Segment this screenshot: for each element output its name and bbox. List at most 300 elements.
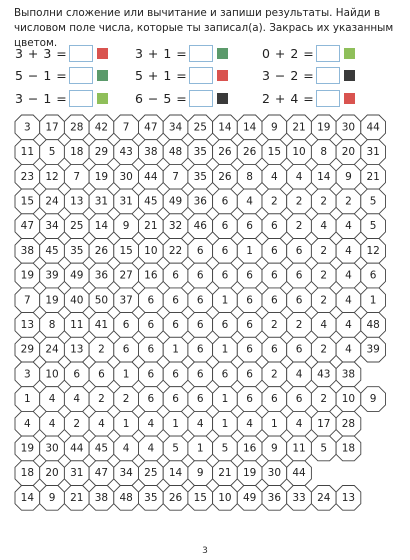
grid-cell[interactable] xyxy=(336,387,361,412)
grid-cell-number: 9 xyxy=(345,170,352,183)
grid-cell[interactable] xyxy=(311,411,336,436)
grid-cell[interactable] xyxy=(188,486,213,511)
grid-cell[interactable] xyxy=(213,387,238,412)
grid-cell[interactable] xyxy=(15,189,40,214)
grid-cell[interactable] xyxy=(15,461,40,486)
grid-cell-number: 1 xyxy=(196,442,204,455)
grid-cell-number: 15 xyxy=(20,195,35,208)
grid-cell-number: 49 xyxy=(168,195,183,208)
grid-cell[interactable] xyxy=(188,263,213,288)
grid-cell[interactable] xyxy=(336,362,361,387)
grid-cell[interactable] xyxy=(336,214,361,239)
grid-cell[interactable] xyxy=(213,214,238,239)
grid-cell[interactable] xyxy=(188,411,213,436)
grid-cell[interactable] xyxy=(262,263,287,288)
grid-cell[interactable] xyxy=(262,189,287,214)
equation-expression: 6 − 5 = xyxy=(135,90,188,106)
grid-cell[interactable] xyxy=(213,239,238,264)
grid-cell[interactable] xyxy=(64,436,89,461)
grid-cell-number: 7 xyxy=(122,121,130,134)
grid-cell-number: 2 xyxy=(320,393,328,406)
grid-cell[interactable] xyxy=(40,411,65,436)
grid-cell[interactable] xyxy=(287,461,312,486)
grid-cell[interactable] xyxy=(213,486,238,511)
grid-cell[interactable] xyxy=(163,313,188,338)
grid-cell[interactable] xyxy=(361,263,386,288)
grid-cell[interactable] xyxy=(311,115,336,140)
grid-cell-number: 48 xyxy=(168,146,183,159)
grid-cell-number: 6 xyxy=(295,294,303,307)
grid-cell[interactable] xyxy=(237,115,262,140)
grid-cell[interactable] xyxy=(262,337,287,362)
grid-cell-number: 47 xyxy=(94,467,109,480)
grid-cell[interactable] xyxy=(262,486,287,511)
grid-cell[interactable] xyxy=(40,436,65,461)
grid-cell-number: 43 xyxy=(317,368,331,381)
grid-cell[interactable] xyxy=(188,436,213,461)
grid-cell[interactable] xyxy=(287,115,312,140)
grid-cell-number: 2 xyxy=(98,393,105,406)
grid-cell-number: 21 xyxy=(218,467,232,480)
grid-cell[interactable] xyxy=(64,461,89,486)
grid-cell[interactable] xyxy=(163,263,188,288)
grid-cell-number: 14 xyxy=(242,121,257,134)
grid-cell[interactable] xyxy=(15,486,40,511)
grid-cell[interactable] xyxy=(213,288,238,313)
grid-cell[interactable] xyxy=(139,164,164,189)
grid-cell[interactable] xyxy=(114,387,139,412)
grid-cell[interactable] xyxy=(336,189,361,214)
grid-cell[interactable] xyxy=(89,115,114,140)
grid-cell[interactable] xyxy=(89,288,114,313)
grid-cell[interactable] xyxy=(237,411,262,436)
grid-cell[interactable] xyxy=(237,288,262,313)
grid-cell[interactable] xyxy=(188,337,213,362)
grid-cell[interactable] xyxy=(89,164,114,189)
grid-cell[interactable] xyxy=(262,239,287,264)
grid-cell[interactable] xyxy=(336,239,361,264)
grid-cell[interactable] xyxy=(336,288,361,313)
grid-cell[interactable] xyxy=(237,140,262,165)
grid-cell-number: 6 xyxy=(172,368,179,381)
grid-cell[interactable] xyxy=(188,164,213,189)
grid-cell[interactable] xyxy=(287,263,312,288)
grid-cell[interactable] xyxy=(40,164,65,189)
grid-cell[interactable] xyxy=(40,239,65,264)
grid-cell[interactable] xyxy=(15,387,40,412)
grid-cell-number: 4 xyxy=(48,417,56,430)
grid-cell[interactable] xyxy=(114,263,139,288)
grid-cell[interactable] xyxy=(40,263,65,288)
grid-cell-number: 6 xyxy=(147,318,155,331)
grid-cell[interactable] xyxy=(361,239,386,264)
grid-cell[interactable] xyxy=(237,164,262,189)
grid-cell[interactable] xyxy=(262,362,287,387)
grid-cell-number: 9 xyxy=(271,442,278,455)
grid-cell[interactable] xyxy=(213,411,238,436)
grid-cell[interactable] xyxy=(262,214,287,239)
grid-cell-number: 5 xyxy=(48,146,56,159)
grid-cell[interactable] xyxy=(188,140,213,165)
grid-cell[interactable] xyxy=(114,115,139,140)
grid-cell[interactable] xyxy=(40,362,65,387)
grid-cell-number: 2 xyxy=(320,343,328,356)
grid-cell[interactable] xyxy=(237,189,262,214)
grid-cell[interactable] xyxy=(287,288,312,313)
grid-cell[interactable] xyxy=(262,288,287,313)
grid-cell[interactable] xyxy=(237,486,262,511)
grid-cell-number: 26 xyxy=(94,244,109,257)
grid-cell[interactable] xyxy=(139,214,164,239)
grid-cell[interactable] xyxy=(262,387,287,412)
grid-cell[interactable] xyxy=(336,263,361,288)
grid-cell[interactable] xyxy=(188,362,213,387)
grid-cell-number: 13 xyxy=(70,195,84,208)
grid-cell[interactable] xyxy=(262,436,287,461)
grid-cell[interactable] xyxy=(40,214,65,239)
grid-cell[interactable] xyxy=(311,288,336,313)
grid-cell[interactable] xyxy=(114,214,139,239)
grid-cell[interactable] xyxy=(15,436,40,461)
grid-cell[interactable] xyxy=(287,362,312,387)
grid-cell[interactable] xyxy=(139,140,164,165)
grid-cell-number: 6 xyxy=(172,294,179,307)
grid-cell[interactable] xyxy=(361,214,386,239)
grid-cell[interactable] xyxy=(361,337,386,362)
grid-cell-number: 6 xyxy=(196,244,204,257)
grid-cell-number: 33 xyxy=(292,491,306,504)
grid-cell[interactable] xyxy=(64,189,89,214)
grid-cell[interactable] xyxy=(336,164,361,189)
grid-cell[interactable] xyxy=(64,239,89,264)
grid-cell[interactable] xyxy=(336,140,361,165)
grid-cell[interactable] xyxy=(163,239,188,264)
grid-cell[interactable] xyxy=(40,387,65,412)
grid-cell[interactable] xyxy=(64,214,89,239)
grid-cell[interactable] xyxy=(114,337,139,362)
grid-cell[interactable] xyxy=(64,337,89,362)
grid-cell[interactable] xyxy=(163,288,188,313)
grid-cell[interactable] xyxy=(40,337,65,362)
grid-cell-number: 6 xyxy=(147,343,155,356)
grid-cell[interactable] xyxy=(237,337,262,362)
grid-cell[interactable] xyxy=(336,411,361,436)
grid-cell-number: 6 xyxy=(221,368,229,381)
grid-cell[interactable] xyxy=(15,288,40,313)
grid-cell[interactable] xyxy=(311,189,336,214)
grid-cell[interactable] xyxy=(89,239,114,264)
grid-cell-number: 4 xyxy=(48,393,56,406)
grid-cell[interactable] xyxy=(336,313,361,338)
grid-cell-number: 4 xyxy=(345,220,352,233)
grid-cell[interactable] xyxy=(188,461,213,486)
grid-cell-number: 7 xyxy=(24,294,31,307)
grid-cell-number: 5 xyxy=(221,442,229,455)
grid-cell[interactable] xyxy=(213,436,238,461)
grid-cell[interactable] xyxy=(311,313,336,338)
grid-cell-number: 20 xyxy=(341,146,356,159)
grid-cell[interactable] xyxy=(336,337,361,362)
grid-cell[interactable] xyxy=(213,263,238,288)
grid-cell[interactable] xyxy=(139,362,164,387)
grid-cell[interactable] xyxy=(287,189,312,214)
grid-cell-number: 1 xyxy=(369,294,377,307)
grid-cell-number: 8 xyxy=(320,146,328,159)
grid-cell[interactable] xyxy=(237,461,262,486)
grid-cell[interactable] xyxy=(262,461,287,486)
grid-cell[interactable] xyxy=(361,115,386,140)
grid-cell[interactable] xyxy=(287,164,312,189)
grid-cell[interactable] xyxy=(163,189,188,214)
grid-cell[interactable] xyxy=(15,115,40,140)
grid-cell[interactable] xyxy=(64,288,89,313)
grid-cell[interactable] xyxy=(15,263,40,288)
grid-cell[interactable] xyxy=(287,337,312,362)
grid-cell[interactable] xyxy=(188,115,213,140)
grid-cell[interactable] xyxy=(15,164,40,189)
grid-cell[interactable] xyxy=(262,115,287,140)
grid-cell[interactable] xyxy=(361,288,386,313)
grid-cell[interactable] xyxy=(237,239,262,264)
grid-cell[interactable] xyxy=(287,140,312,165)
grid-cell[interactable] xyxy=(287,239,312,264)
grid-cell[interactable] xyxy=(40,486,65,511)
grid-cell[interactable] xyxy=(287,486,312,511)
grid-cell[interactable] xyxy=(139,387,164,412)
grid-cell[interactable] xyxy=(163,362,188,387)
grid-cell[interactable] xyxy=(139,461,164,486)
grid-cell[interactable] xyxy=(15,239,40,264)
grid-cell[interactable] xyxy=(163,436,188,461)
grid-cell[interactable] xyxy=(262,313,287,338)
grid-cell[interactable] xyxy=(188,189,213,214)
grid-cell[interactable] xyxy=(139,337,164,362)
grid-cell[interactable] xyxy=(89,362,114,387)
grid-cell[interactable] xyxy=(64,140,89,165)
grid-cell[interactable] xyxy=(114,436,139,461)
grid-cell[interactable] xyxy=(361,164,386,189)
equation-expression: 3 − 2 = xyxy=(262,67,315,83)
grid-cell-number: 6 xyxy=(147,393,155,406)
grid-cell[interactable] xyxy=(89,461,114,486)
grid-cell-number: 6 xyxy=(246,220,253,233)
grid-cell[interactable] xyxy=(114,461,139,486)
grid-cell[interactable] xyxy=(114,288,139,313)
grid-cell[interactable] xyxy=(89,337,114,362)
grid-cell[interactable] xyxy=(163,387,188,412)
grid-cell-number: 4 xyxy=(320,220,328,233)
grid-cell-number: 1 xyxy=(24,393,31,406)
grid-cell[interactable] xyxy=(139,436,164,461)
grid-cell-number: 10 xyxy=(45,368,59,381)
grid-cell[interactable] xyxy=(89,214,114,239)
grid-cell-number: 6 xyxy=(271,269,278,282)
grid-cell-number: 4 xyxy=(196,417,204,430)
grid-cell[interactable] xyxy=(213,362,238,387)
grid-cell-number: 4 xyxy=(147,417,155,430)
grid-cell-number: 6 xyxy=(246,318,253,331)
grid-cell[interactable] xyxy=(40,115,65,140)
grid-cell[interactable] xyxy=(361,387,386,412)
grid-cell[interactable] xyxy=(15,214,40,239)
grid-cell[interactable] xyxy=(139,115,164,140)
grid-cell[interactable] xyxy=(89,486,114,511)
grid-cell[interactable] xyxy=(15,362,40,387)
grid-cell[interactable] xyxy=(114,313,139,338)
grid-cell-number: 10 xyxy=(218,491,232,504)
grid-cell[interactable] xyxy=(15,140,40,165)
grid-cell[interactable] xyxy=(237,387,262,412)
grid-cell[interactable] xyxy=(15,411,40,436)
grid-cell[interactable] xyxy=(89,387,114,412)
grid-cell-number: 31 xyxy=(70,467,84,480)
grid-cell[interactable] xyxy=(139,486,164,511)
grid-cell[interactable] xyxy=(64,115,89,140)
grid-cell[interactable] xyxy=(15,313,40,338)
grid-cell[interactable] xyxy=(336,436,361,461)
grid-cell[interactable] xyxy=(40,313,65,338)
grid-cell[interactable] xyxy=(139,411,164,436)
grid-cell-number: 6 xyxy=(221,220,229,233)
grid-cell-number: 19 xyxy=(317,121,331,134)
grid-cell[interactable] xyxy=(213,189,238,214)
grid-cell[interactable] xyxy=(163,140,188,165)
grid-cell[interactable] xyxy=(163,411,188,436)
grid-cell-number: 35 xyxy=(144,491,158,504)
grid-cell[interactable] xyxy=(139,239,164,264)
grid-cell[interactable] xyxy=(213,140,238,165)
grid-cell[interactable] xyxy=(64,387,89,412)
grid-cell-number: 30 xyxy=(341,121,356,134)
grid-cell[interactable] xyxy=(163,486,188,511)
grid-cell-number: 13 xyxy=(20,318,35,331)
grid-cell[interactable] xyxy=(64,164,89,189)
grid-cell[interactable] xyxy=(64,362,89,387)
grid-cell[interactable] xyxy=(40,189,65,214)
grid-cell[interactable] xyxy=(89,313,114,338)
grid-cell[interactable] xyxy=(89,411,114,436)
grid-cell-number: 36 xyxy=(94,269,109,282)
grid-cell[interactable] xyxy=(64,411,89,436)
grid-cell[interactable] xyxy=(336,486,361,511)
grid-cell[interactable] xyxy=(114,140,139,165)
grid-cell[interactable] xyxy=(188,239,213,264)
grid-cell[interactable] xyxy=(311,362,336,387)
grid-cell-number: 6 xyxy=(221,195,229,208)
grid-cell[interactable] xyxy=(114,164,139,189)
grid-cell[interactable] xyxy=(262,164,287,189)
grid-cell[interactable] xyxy=(114,486,139,511)
grid-cell[interactable] xyxy=(139,263,164,288)
grid-cell[interactable] xyxy=(114,362,139,387)
grid-cell[interactable] xyxy=(213,115,238,140)
grid-cell[interactable] xyxy=(89,189,114,214)
grid-cell[interactable] xyxy=(262,140,287,165)
grid-cell[interactable] xyxy=(114,411,139,436)
grid-cell[interactable] xyxy=(40,140,65,165)
grid-cell[interactable] xyxy=(15,337,40,362)
grid-cell-number: 44 xyxy=(366,121,380,134)
grid-cell-number: 11 xyxy=(20,146,35,159)
grid-cell-number: 8 xyxy=(48,318,56,331)
grid-cell-number: 4 xyxy=(345,343,352,356)
grid-cell-number: 4 xyxy=(73,393,81,406)
grid-cell-number: 21 xyxy=(292,121,306,134)
grid-cell-number: 4 xyxy=(122,442,130,455)
grid-cell[interactable] xyxy=(311,263,336,288)
grid-cell[interactable] xyxy=(287,436,312,461)
grid-cell[interactable] xyxy=(213,164,238,189)
grid-cell[interactable] xyxy=(64,263,89,288)
grid-cell[interactable] xyxy=(336,115,361,140)
grid-cell[interactable] xyxy=(188,214,213,239)
grid-cell[interactable] xyxy=(361,140,386,165)
grid-cell[interactable] xyxy=(311,486,336,511)
grid-cell[interactable] xyxy=(287,387,312,412)
grid-cell[interactable] xyxy=(139,189,164,214)
grid-cell[interactable] xyxy=(89,263,114,288)
grid-cell-number: 9 xyxy=(369,393,377,406)
grid-cell-number: 38 xyxy=(144,146,158,159)
grid-cell[interactable] xyxy=(40,461,65,486)
grid-cell[interactable] xyxy=(287,411,312,436)
grid-cell[interactable] xyxy=(237,313,262,338)
grid-cell[interactable] xyxy=(237,436,262,461)
grid-cell[interactable] xyxy=(213,313,238,338)
grid-cell[interactable] xyxy=(311,140,336,165)
grid-cell[interactable] xyxy=(311,436,336,461)
grid-cell[interactable] xyxy=(163,337,188,362)
grid-cell[interactable] xyxy=(287,313,312,338)
grid-cell[interactable] xyxy=(89,140,114,165)
grid-cell[interactable] xyxy=(163,164,188,189)
grid-cell[interactable] xyxy=(311,214,336,239)
grid-cell[interactable] xyxy=(311,387,336,412)
grid-cell-number: 34 xyxy=(168,121,183,134)
grid-cell[interactable] xyxy=(64,313,89,338)
grid-cell[interactable] xyxy=(237,214,262,239)
grid-cell[interactable] xyxy=(40,288,65,313)
grid-cell[interactable] xyxy=(361,313,386,338)
grid-cell[interactable] xyxy=(262,411,287,436)
grid-cell-number: 4 xyxy=(295,170,303,183)
grid-cell[interactable] xyxy=(311,337,336,362)
grid-cell[interactable] xyxy=(163,461,188,486)
grid-cell[interactable] xyxy=(163,115,188,140)
grid-cell-number: 6 xyxy=(271,294,278,307)
grid-cell[interactable] xyxy=(188,313,213,338)
grid-cell[interactable] xyxy=(163,214,188,239)
grid-cell[interactable] xyxy=(114,189,139,214)
grid-cell-number: 18 xyxy=(20,467,35,480)
grid-cell[interactable] xyxy=(139,313,164,338)
grid-cell[interactable] xyxy=(237,362,262,387)
grid-cell[interactable] xyxy=(139,288,164,313)
grid-cell-number: 24 xyxy=(317,491,331,504)
grid-cell[interactable] xyxy=(188,387,213,412)
grid-cell[interactable] xyxy=(311,164,336,189)
grid-cell[interactable] xyxy=(213,337,238,362)
grid-cell[interactable] xyxy=(287,214,312,239)
grid-cell[interactable] xyxy=(89,436,114,461)
grid-cell[interactable] xyxy=(361,189,386,214)
grid-cell[interactable] xyxy=(64,486,89,511)
grid-cell[interactable] xyxy=(237,263,262,288)
grid-cell[interactable] xyxy=(213,461,238,486)
grid-cell[interactable] xyxy=(114,239,139,264)
grid-cell[interactable] xyxy=(188,288,213,313)
grid-cell[interactable] xyxy=(311,239,336,264)
